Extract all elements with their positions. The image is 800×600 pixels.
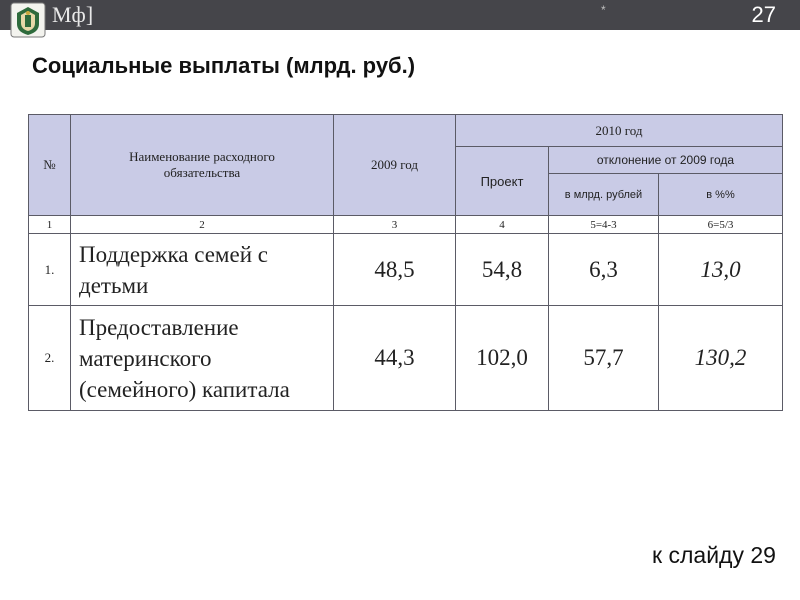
column-number: 6=5/3 [659,216,783,234]
ministry-emblem-icon [10,2,46,38]
column-numbers-row [29,216,783,234]
header-project: Проект [456,147,549,216]
column-number: 2 [71,216,334,234]
column-number: 5=4-3 [549,216,659,234]
table-row [29,234,783,306]
row-number: 1. [29,234,71,306]
expense-name: Предоставление материнского (семейного) капитала [71,306,334,411]
value-deviation-pct: 13,0 [659,234,783,306]
top-bar [0,0,800,30]
social-payments-table [28,114,783,411]
value-deviation: 6,3 [549,234,659,306]
expense-name: Поддержка семей с детьми [71,234,334,306]
column-number: 4 [456,216,549,234]
value-2009: 44,3 [334,306,456,411]
value-project: 54,8 [456,234,549,306]
column-number: 1 [29,216,71,234]
value-deviation-pct: 130,2 [659,306,783,411]
column-number: 3 [334,216,456,234]
value-deviation: 57,7 [549,306,659,411]
brand-text: Мф] [52,2,94,27]
header-expense-name: Наименование расходного обязательства [71,115,334,216]
header-deviation-pct: в %% [659,174,783,216]
slide-marker: * [601,3,606,17]
slide-number: 27 [751,2,776,27]
header-2010: 2010 год [456,115,783,147]
header-deviation-bln: в млрд. рублей [549,174,659,216]
header-2009: 2009 год [334,115,456,216]
go-to-slide-link[interactable]: к слайду 29 [652,542,776,568]
header-number: № [29,115,71,216]
value-project: 102,0 [456,306,549,411]
table-row [29,306,783,411]
value-2009: 48,5 [334,234,456,306]
row-number: 2. [29,306,71,411]
page-title: Социальные выплаты (млрд. руб.) [32,53,416,78]
header-deviation: отклонение от 2009 года [549,147,783,174]
